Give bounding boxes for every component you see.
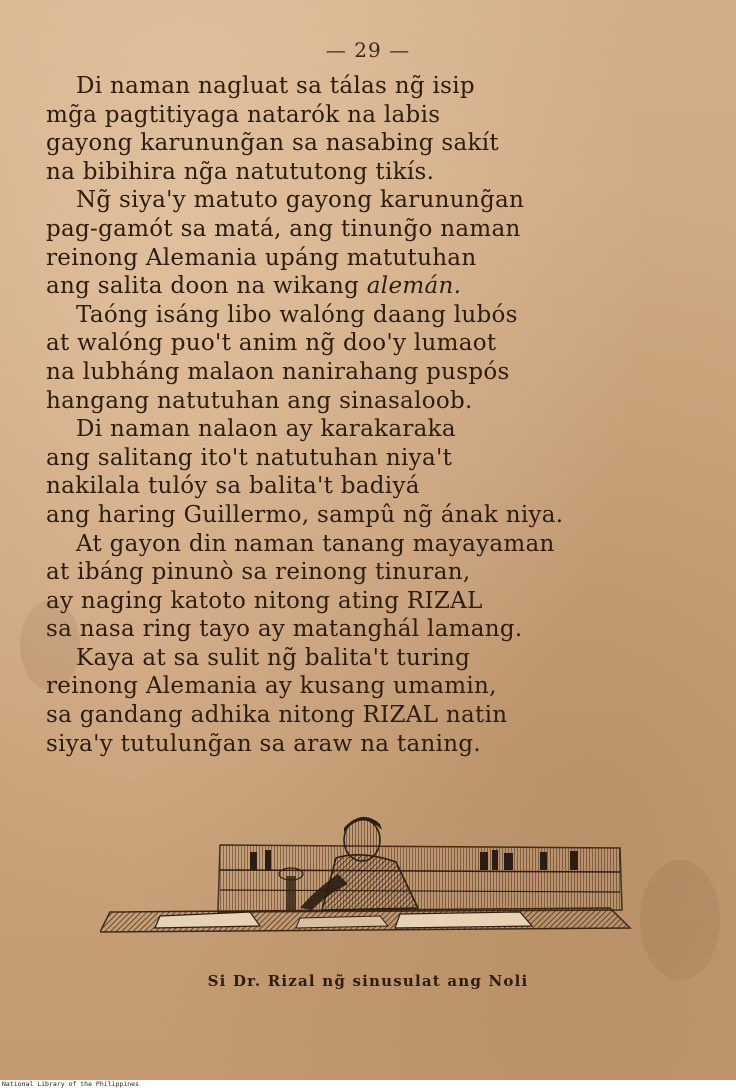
poem-text	[46, 72, 666, 758]
poem-line: mg̃a pagtitiyaga natarók na labis	[46, 101, 441, 128]
poem-line: ay naging katoto nitong ating RIZAL	[46, 587, 483, 614]
poem-line: Di naman nagluat sa tálas ng̃ isip	[76, 73, 475, 99]
poem-line: ang salitang ito't natutuhan niya't	[46, 444, 453, 471]
poem-line: ang haring Guillermo, sampû ng̃ ának niya.	[46, 501, 564, 528]
poem-line: sa nasa ring tayo ay matanghál lamang.	[46, 616, 523, 643]
poem-line: hangang natutuhan ang sinasaloob.	[46, 387, 473, 414]
illustration-caption: Si Dr. Rizal ng̃ sinusulat ang Noli	[207, 972, 529, 990]
page-number: — 29 —	[325, 38, 411, 62]
poem-line: sa gandang adhika nitong RIZAL natin	[46, 702, 508, 729]
paper-stain	[640, 860, 720, 980]
rizal-writing-illustration	[100, 800, 636, 940]
poem-line: nakilala tulóy sa balita't badiyá	[46, 473, 420, 500]
poem-line: at ibáng pinunò sa reinong tinuran,	[46, 559, 471, 586]
library-credit: National Library of the Philippines	[2, 1080, 139, 1088]
poem-line: Ng̃ siya'y matuto gayong karunung̃an	[76, 187, 525, 214]
poem-line: gayong karunung̃an sa nasabing sakít	[46, 130, 499, 157]
poem-line: Di naman nalaon ay karakaraka	[76, 416, 456, 443]
italic-word: alemán.	[366, 273, 462, 300]
poem-line: At gayon din naman tanang mayayaman	[76, 530, 555, 557]
poem-line: reinong Alemania upáng matutuhan	[46, 244, 477, 271]
poem-line: at walóng puo't anim ng̃ doo'y lumaot	[46, 330, 497, 357]
poem-line: Taóng isáng libo walóng daang lubós	[76, 301, 518, 328]
poem-line: siya'y tutulung̃an sa araw na taning.	[46, 730, 481, 757]
poem-line: na lubháng malaon nanirahang puspós	[46, 358, 510, 385]
poem-line: reinong Alemania ay kusang umamin,	[46, 673, 497, 700]
poem-line: na bibihira ng̃a natututong tikís.	[46, 158, 435, 185]
poem-line: pag-gamót sa matá, ang tinung̃o naman	[46, 215, 521, 242]
poem-line: Kaya at sa sulit ng̃ balita't turing	[76, 644, 471, 671]
poem-line: ang salita doon na wikang alemán.	[46, 273, 462, 300]
